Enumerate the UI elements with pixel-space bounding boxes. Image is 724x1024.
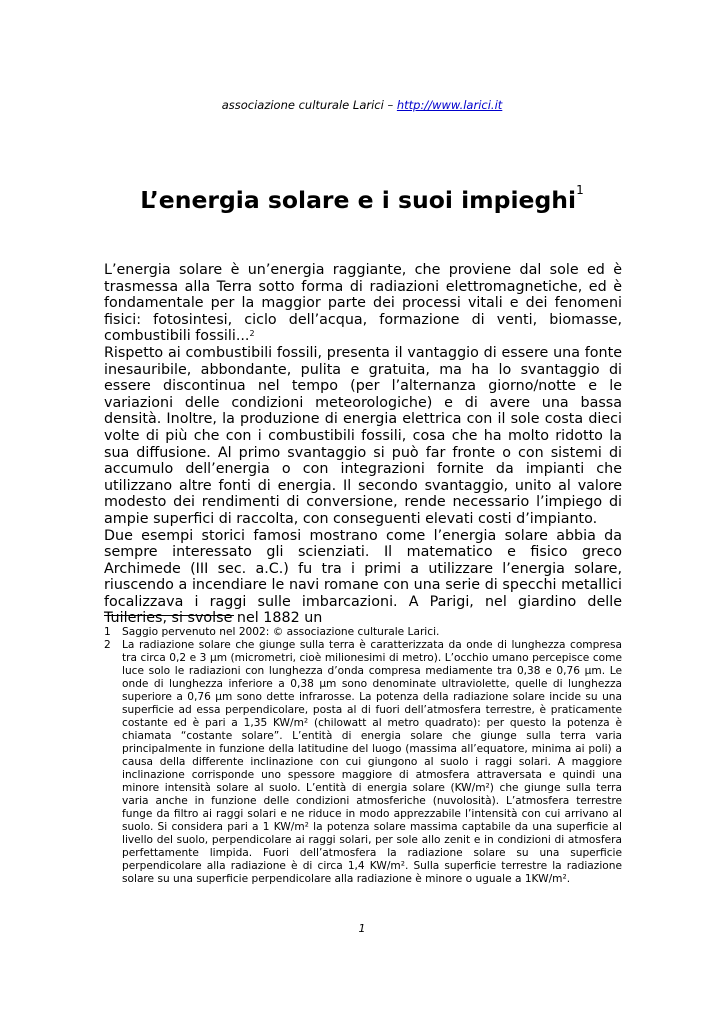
- footnote-ref[interactable]: 2: [249, 329, 255, 339]
- page-number: 1: [358, 922, 366, 935]
- title-footnote-ref[interactable]: 1: [576, 183, 584, 197]
- body-paragraph: [104, 262, 622, 345]
- footnote-text: Saggio pervenuto nel 2002: © associazione culturale Larici.: [122, 626, 440, 638]
- document-title: [0, 183, 724, 214]
- footnote-number: 1: [104, 626, 111, 638]
- footnote-number: 2: [104, 639, 111, 651]
- footnote-item: [104, 639, 622, 886]
- header-text: associazione culturale Larici –: [221, 98, 397, 112]
- footnote-separator: [104, 615, 234, 616]
- website-link[interactable]: http://www.larici.it: [396, 98, 503, 112]
- footnote-item: [104, 626, 622, 639]
- title-text: L’energia solare e i suoi impieghi: [140, 186, 577, 214]
- document-body: [104, 262, 622, 627]
- footnote-text: La radiazione solare che giunge sulla terra è caratterizzata da onde di lunghezza compresa tra circa 0,2 e 3 μm (micrometri, cioè milionesimi di metro). L’occhio umano percepisce come luce solo le radiazioni con lunghezza d’onda compresa mediamente tra 0,38 e 0,76 μm. Le onde di lunghezza inferiore a 0,38 μm sono denominate ultraviolette, quelle di lunghezza superiore a 0,76 μm sono dette infrarosse. La potenza della radiazione solare incide su una superficie ad essa perpendicolare, posta al di fuori dell’atmosfera terrestre, è praticamente costante ed è pari a 1,35 KW/m² (chilowatt al metro quadrato): per questo la potenza è chiamata “costante solare”. L’entità di energia solare che giunge sulla terra varia principalmente in funzione della latitudine del luogo (massima all’equatore, minima ai poli) a causa della differente inclinazione con cui giungono al suolo i raggi solari. A maggiore inclinazione corrisponde uno spessore maggiore di atmosfera attraversata e quindi una minore intensità solare al suolo. L’entità di energia solare (KW/m²) che giunge sulla terra varia anche in funzione delle condizioni atmosferiche (nuvolosità). L’atmosfera terrestre funge da filtro ai raggi solari e ne riduce in modo apprezzabile l’intensità con cui arrivano al suolo. Si considera pari a 1 KW/m² la potenza solare massima captabile da una superficie al livello del suolo, perpendicolare ai raggi solari, per sole allo zenit e in condizioni di atmosfera perfettamente limpida. Fuori dell’atmosfera la radiazione solare su una superficie perpendicolare alla radiazione è di circa 1,4 KW/m². Sulla superficie terrestre la radiazione solare su una superficie perpendicolare alla radiazione è minore o uguale a 1KW/m².: [122, 639, 622, 885]
- body-paragraph: Rispetto ai combustibili fossili, presenta il vantaggio di essere una fonte inesauribile, abbondante, pulita e gratuita, ma ha lo svantaggio di essere discontinua nel tempo (per l’alternanza giorno/notte e le variazioni delle condizioni meteorologiche) e di avere una bassa densità. Inoltre, la produzione di energia elettrica con il sole costa dieci volte di più che con i combustibili fossili, cosa che ha molto ridotto la sua diffusione. Al primo svantaggio si può far fronte o con sistemi di accumulo dell’energia o con integrazioni fornite da impianti che utilizzano altre fonti di energia. Il secondo svantaggio, unito al valore modesto dei rendimenti di conversione, rende necessario l’impiego di ampie superfici di raccolta, con conseguenti elevati costi d’impianto.: [104, 344, 622, 527]
- body-paragraph: Due esempi storici famosi mostrano come l’energia solare abbia da sempre interessato gli scienziati. Il matematico e fisico greco Archimede (III sec. a.C.) fu tra i primi a utilizzare l’energia solare, riuscendo a incendiare le navi romane con una serie di specchi metallici focalizzava i raggi sulle imbarcazioni. A Parigi, nel giardino delle Tuileries, si svolse nel 1882 un: [104, 527, 622, 627]
- footnotes: [104, 626, 622, 886]
- page-header: [0, 98, 724, 112]
- paragraph-text: L’energia solare è un’energia raggiante, che proviene dal sole ed è trasmessa alla Terra sotto forma di radiazioni elettromagnetiche, ed è fondamentale per la maggior parte dei processi vitali e dei fenomeni fisici: fotosintesi, ciclo dell’acqua, formazione di venti, biomasse, combustibili fossili...: [104, 262, 622, 345]
